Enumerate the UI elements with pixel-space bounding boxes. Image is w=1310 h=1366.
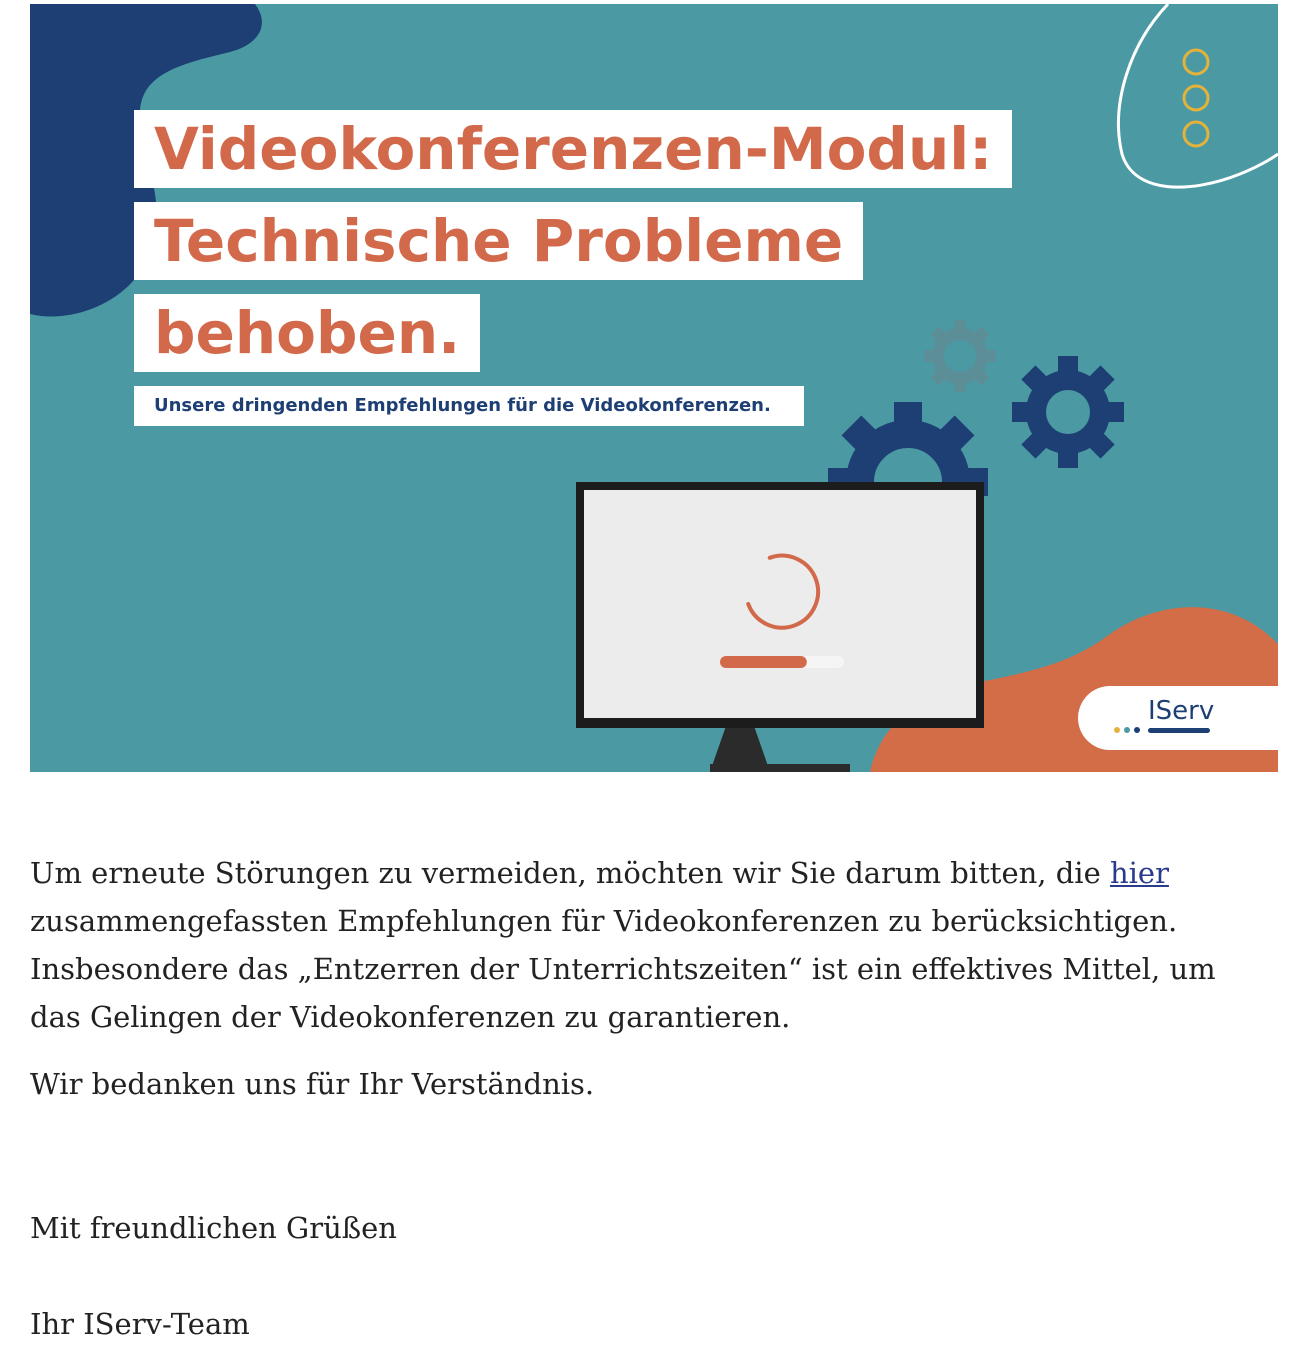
hier-link[interactable]: hier — [1109, 856, 1169, 890]
banner-title-line-3: behoben. — [134, 294, 480, 372]
logo-dot-icon — [1114, 727, 1120, 733]
ring-icon — [1184, 50, 1208, 74]
logo-dot-icon — [1124, 727, 1130, 733]
announcement-banner — [30, 4, 1278, 772]
closing-text: Mit freundlichen Grüßen — [30, 1211, 397, 1245]
para1-text-before: Um erneute Störungen zu vermeiden, möchten wir Sie darum bitten, die — [30, 856, 1110, 890]
loading-progress-bar — [720, 656, 807, 668]
signature-text: Ihr IServ-Team — [30, 1307, 250, 1341]
para1-text-after: zusammengefassten Empfehlungen für Videokonferenzen zu berücksichtigen. Insbesondere das „Entzerren der Unterrichtszeiten“ ist ein effektives Mittel, um das Gelingen der Videokonferenzen zu garantieren. — [30, 904, 1216, 1034]
logo-text: IServ — [1148, 696, 1215, 726]
ring-icon — [1184, 86, 1208, 110]
banner-title-line-2: Technische Probleme — [134, 202, 863, 280]
banner-subtitle: Unsere dringenden Empfehlungen für die Videokonferenzen. — [134, 386, 804, 426]
body-paragraph-1 — [30, 849, 1270, 1041]
ring-icon — [1184, 122, 1208, 146]
logo-dot-icon — [1134, 727, 1140, 733]
iserv-logo — [1078, 686, 1278, 750]
gear-icon — [1012, 356, 1124, 468]
gear-icon — [924, 320, 996, 392]
thanks-text: Wir bedanken uns für Ihr Verständnis. — [30, 1067, 595, 1101]
logo-underline — [1148, 728, 1210, 733]
white-curve-line — [1119, 4, 1278, 187]
banner-title-line-1: Videokonferenzen-Modul: — [134, 110, 1012, 188]
